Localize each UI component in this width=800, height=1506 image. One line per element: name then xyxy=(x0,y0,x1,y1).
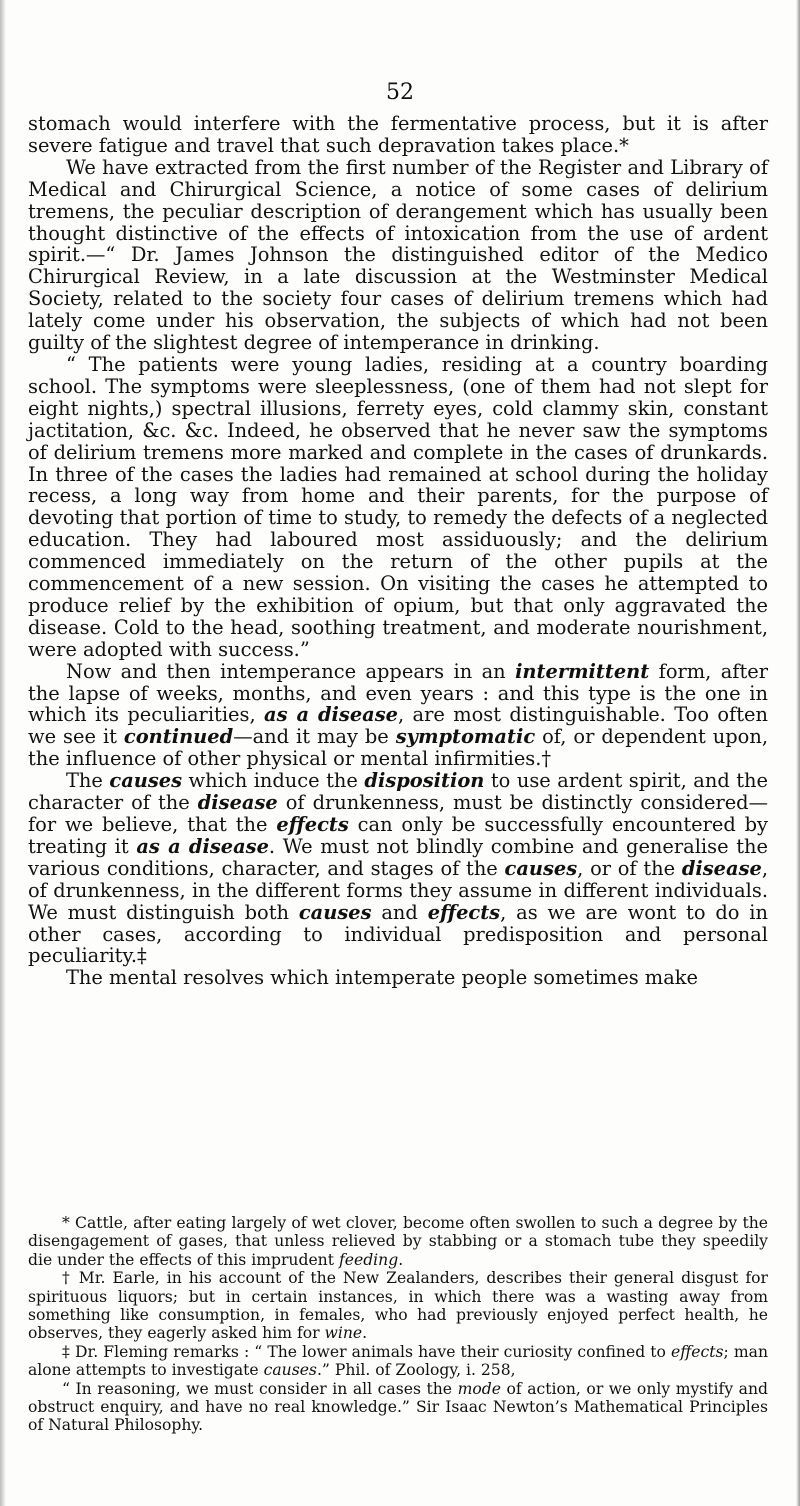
emphasis: disposition xyxy=(364,769,485,793)
emphasis: disease xyxy=(197,791,278,815)
footnote-double-dagger: ‡ Dr. Fleming remarks : “ The lower animals have their curiosity confined to effects; man alone attempts to investigate causes.” Phil. of Zoology, i. 258, xyxy=(28,1342,768,1380)
footnotes xyxy=(28,1214,768,1435)
emphasis: symptomatic xyxy=(395,725,536,749)
footnote-asterisk: * Cattle, after eating largely of wet clover, become often swollen to such a degree by the disengagement of gases, that unless relieved by stabbing or a stomach tube they speedily die under the effects of this imprudent feeding. xyxy=(28,1214,768,1269)
emphasis: continued xyxy=(123,725,234,749)
page-right-edge-shadow xyxy=(796,0,800,1506)
paragraph-3-quotation: “ The patients were young ladies, residing at a country boarding school. The symptoms were sleeplessness, (one of them had not slept for eight nights,) spectral illusions, ferrety eyes, cold clammy skin, constant jactitation, &c. &c. Indeed, he observed that he never saw the symptoms of delirium tremens more marked and complete in the cases of drunkards. In three of the cases the ladies had remained at school during the holiday recess, a long way from home and their parents, for the purpose of devoting that portion of time to study, to remedy the defects of a neglected education. They had laboured most assiduously; and the delirium commenced immediately on the return of the other pupils at the commencement of a new session. On visiting the cases he attempted to produce relief by the exhibition of opium, but that only aggravated the disease. Cold to the head, soothing treatment, and moderate nourishment, were adopted with success.” xyxy=(28,352,768,661)
emphasis: effects xyxy=(276,813,349,836)
emphasis: as a disease xyxy=(264,703,398,727)
paragraph-1: stomach would interfere with the fermentative process, but it is after severe fatigue and travel that such depravation takes place.* xyxy=(28,112,768,157)
emphasis: as a disease xyxy=(136,834,269,858)
paragraph-2: We have extracted from the first number of the Register and Library of Medical and Chirurgical Science, a notice of some cases of delirium tremens, the peculiar description of derangement which has usually been thought distinctive of the effects of intoxication from the use of ardent spirit.—“ Dr. James Johnson the distinguished editor of the Medico Chirurgical Review, in a late discussion at the Westminster Medical Society, related to the society four cases of delirium tremens which had lately come under his observation, the subjects of which had not been guilty of the slightest degree of intemperance in drinking. xyxy=(28,155,768,355)
emphasis: disease xyxy=(681,856,762,880)
main-text xyxy=(28,113,768,989)
emphasis: causes xyxy=(504,856,578,880)
page-left-edge-shadow xyxy=(0,0,6,1506)
emphasis: causes xyxy=(298,900,372,924)
page-number: 52 xyxy=(386,80,414,105)
paragraph-6: The mental resolves which intemperate people sometimes make xyxy=(66,966,698,990)
emphasis: intermittent xyxy=(515,659,650,683)
emphasis: effects xyxy=(427,900,501,924)
paragraph-5: The causes which induce the disposition to use ardent spirit, and the character of the disease of drunkenness, must be distinctly considered—for we believe, that the effects can only be successfully encountered by treating it as a disease. We must not blindly combine and generalise the various conditions, character, and stages of the causes, or of the disease, of drunkenness, in the different forms they assume in different individuals. We must distinguish both causes and effects, as we are wont to do in other cases, according to individual predisposition and personal peculiarity.‡ xyxy=(28,769,769,968)
footnote-double-dagger-continued: “ In reasoning, we must consider in all cases the mode of action, or we only mystify and obstruct enquiry, and have no real knowledge.” Sir Isaac Newton’s Mathematical Principles of Natural Philosophy. xyxy=(28,1379,768,1435)
paragraph-4: Now and then intemperance appears in an intermittent form, after the lapse of weeks, months, and even years : and this type is the one in which its peculiarities, as a disease, are most distinguishable. Too often we see it continued—and it may be symptomatic of, or dependent upon, the influence of other physical or mental infirmities.† xyxy=(28,659,768,771)
footnote-dagger: † Mr. Earle, in his account of the New Zealanders, describes their general disgust for spirituous liquors; but in certain instances, in which there was a wasting away from something like consumption, in females, who had previously enjoyed perfect health, he observes, they eagerly asked him for wine. xyxy=(28,1269,768,1343)
emphasis: causes xyxy=(109,769,183,793)
